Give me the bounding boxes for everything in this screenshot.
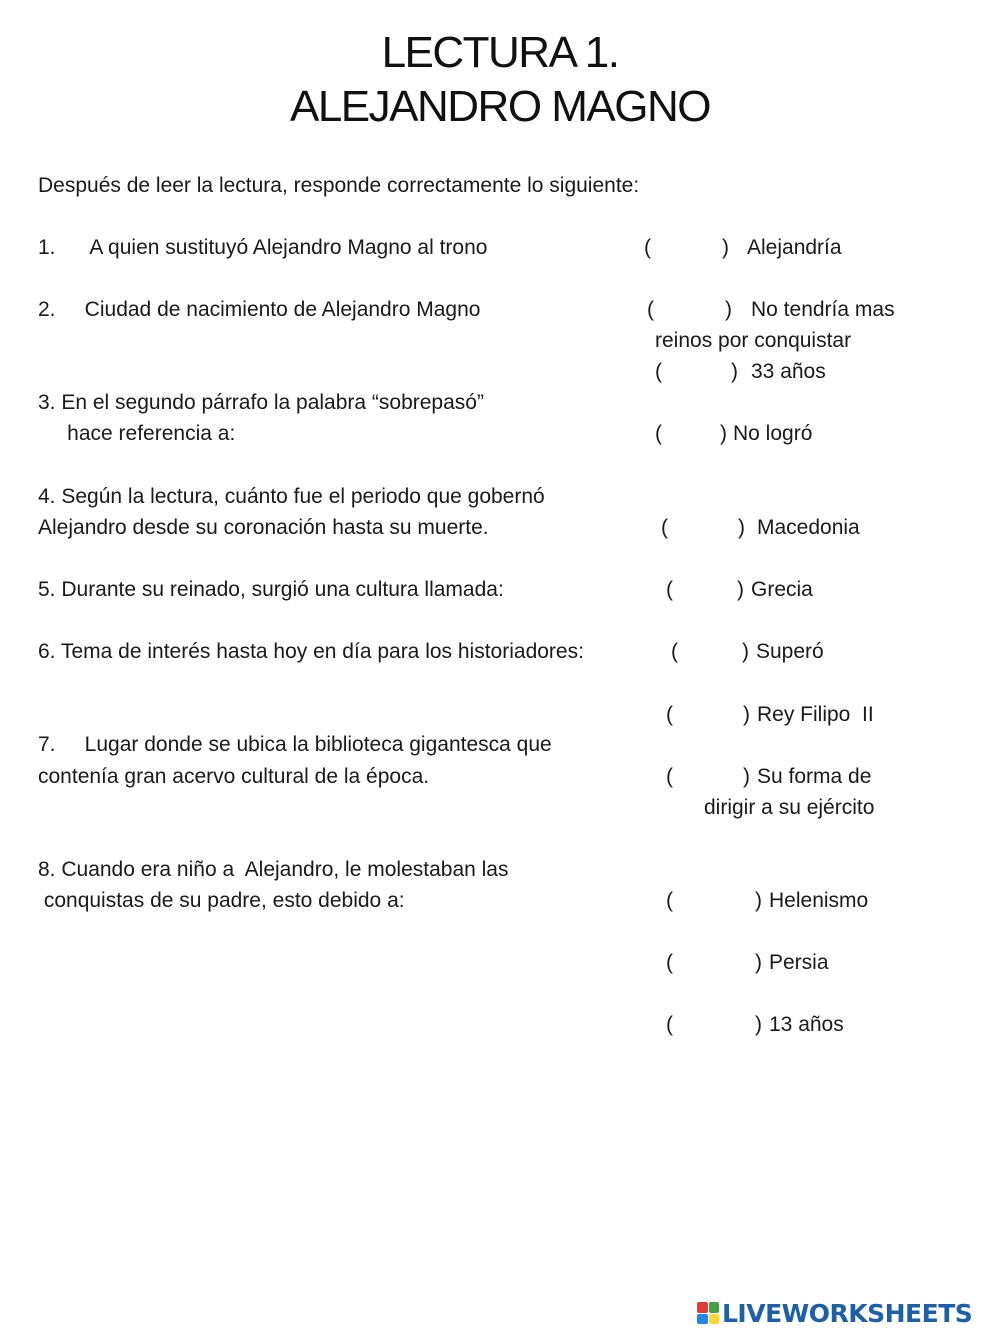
option-paren-open: (	[666, 951, 673, 974]
question-3-line2: hace referencia a:	[38, 422, 236, 445]
option-paren-open: (	[655, 360, 662, 383]
instructions: Después de leer la lectura, responde correctamente lo siguiente:	[38, 174, 640, 197]
answer-blank[interactable]	[673, 515, 737, 541]
option-paren-close: )	[755, 951, 762, 974]
question-3-line1: 3. En el segundo párrafo la palabra “sobrepasó”	[38, 391, 484, 414]
answer-blank[interactable]	[678, 764, 742, 790]
answer-blank[interactable]	[678, 1012, 753, 1038]
answer-blank[interactable]	[656, 235, 720, 261]
question-8-line2: conquistas de su padre, esto debido a:	[38, 889, 405, 912]
option-su-forma-de-line2: dirigir a su ejército	[704, 796, 875, 819]
option-13-anos: 13 años	[769, 1013, 844, 1036]
liveworksheets-logo-icon	[697, 1302, 719, 1324]
option-paren-open: (	[666, 703, 673, 726]
logo-square-blue	[697, 1314, 708, 1325]
answer-blank[interactable]	[667, 421, 719, 447]
question-1: 1. A quien sustituyó Alejandro Magno al trono	[38, 236, 488, 259]
answer-blank[interactable]	[659, 297, 723, 323]
option-no-tendria-mas-line2: reinos por conquistar	[655, 329, 852, 352]
option-su-forma-de: Su forma de	[757, 765, 872, 788]
logo-square-yellow	[709, 1314, 720, 1325]
option-paren-open: (	[666, 765, 673, 788]
liveworksheets-logo-text: LIVEWORKSHEETS	[722, 1298, 973, 1328]
question-4-line2: Alejandro desde su coronación hasta su muerte.	[38, 516, 489, 539]
option-paren-open: (	[666, 889, 673, 912]
option-paren-close: )	[725, 298, 732, 321]
option-paren-close: )	[737, 578, 744, 601]
option-paren-close: )	[743, 765, 750, 788]
answer-blank[interactable]	[683, 639, 741, 665]
answer-blank[interactable]	[667, 359, 729, 385]
logo-square-green	[709, 1302, 720, 1313]
option-paren-close: )	[755, 1013, 762, 1036]
logo-square-red	[697, 1302, 708, 1313]
question-5: 5. Durante su reinado, surgió una cultura llamada:	[38, 578, 504, 601]
option-grecia: Grecia	[751, 578, 813, 601]
option-paren-close: )	[742, 640, 749, 663]
option-paren-close: )	[722, 236, 729, 259]
option-paren-close: )	[738, 516, 745, 539]
question-4-line1: 4. Según la lectura, cuánto fue el periodo que gobernó	[38, 485, 545, 508]
option-paren-open: (	[647, 298, 654, 321]
option-supero: Superó	[756, 640, 824, 663]
question-6: 6. Tema de interés hasta hoy en día para los historiadores:	[38, 640, 584, 663]
page-title-line2: ALEJANDRO MAGNO	[289, 82, 710, 131]
option-no-logro: No logró	[733, 422, 813, 445]
option-paren-close: )	[720, 422, 727, 445]
answer-blank[interactable]	[678, 702, 742, 728]
option-persia: Persia	[769, 951, 829, 974]
option-helenismo: Helenismo	[769, 889, 869, 912]
answer-blank[interactable]	[678, 888, 753, 914]
option-paren-open: (	[671, 640, 678, 663]
question-7-line1: 7. Lugar donde se ubica la biblioteca gigantesca que	[38, 733, 552, 756]
option-paren-open: (	[644, 236, 651, 259]
page-title-line1: LECTURA 1.	[381, 28, 619, 77]
option-paren-open: (	[666, 578, 673, 601]
question-7-line2: contenía gran acervo cultural de la época.	[38, 765, 430, 788]
option-paren-close: )	[755, 889, 762, 912]
option-paren-open: (	[661, 516, 668, 539]
option-33-anos: 33 años	[751, 360, 826, 383]
question-2: 2. Ciudad de nacimiento de Alejandro Magno	[38, 298, 481, 321]
answer-blank[interactable]	[678, 577, 736, 603]
option-paren-close: )	[743, 703, 750, 726]
option-no-tendria-mas: No tendría mas	[751, 298, 895, 321]
liveworksheets-logo	[697, 1296, 972, 1330]
question-8-line1: 8. Cuando era niño a Alejandro, le molestaban las	[38, 858, 509, 881]
option-paren-open: (	[666, 1013, 673, 1036]
option-macedonia: Macedonia	[757, 516, 860, 539]
answer-blank[interactable]	[678, 950, 753, 976]
option-alejandria: Alejandría	[747, 236, 842, 259]
option-paren-open: (	[655, 422, 662, 445]
option-paren-close: )	[731, 360, 738, 383]
option-rey-filipo-ii: Rey Filipo II	[757, 703, 874, 726]
